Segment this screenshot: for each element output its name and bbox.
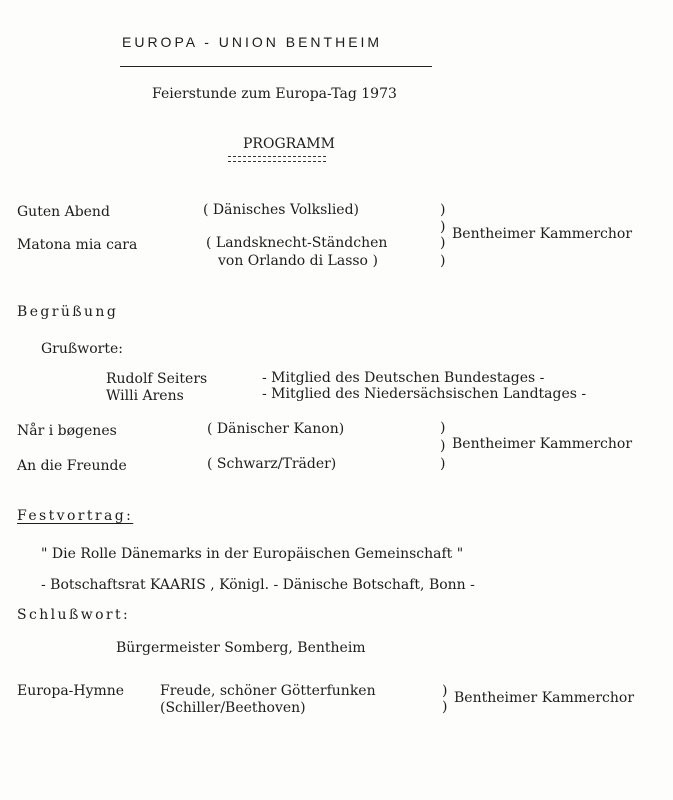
bracket: ) [440, 235, 446, 251]
bracket: ) [440, 420, 446, 436]
bracket: ) [440, 438, 446, 454]
speaker-role: - Mitglied des Deutschen Bundestages - [262, 370, 545, 386]
section-begruessung: Begrüßung [17, 304, 119, 320]
song-desc: ( Schwarz/Träder) [207, 456, 337, 472]
song-title: Europa-Hymne [17, 683, 125, 699]
bracket: ) [440, 219, 446, 235]
song-desc: Freude, schöner Götterfunken [160, 683, 376, 699]
song-title: Når i bøgenes [17, 423, 117, 439]
title-rule [120, 66, 432, 67]
program-heading: PROGRAMM [243, 136, 335, 152]
org-title: EUROPA - UNION BENTHEIM [122, 34, 383, 50]
choir-name: Bentheimer Kammerchor [452, 436, 633, 452]
song-desc: ( Landsknecht-Ständchen [206, 235, 388, 251]
lecture-topic: " Die Rolle Dänemarks in der Europäischen Gemeinschaft " [41, 546, 464, 562]
speaker-role: - Mitglied des Niedersächsischen Landtages - [262, 386, 587, 402]
bracket: ) [440, 202, 446, 218]
bracket: ) [440, 456, 446, 472]
choir-name: Bentheimer Kammerchor [454, 690, 635, 706]
grussworte-label: Grußworte: [41, 341, 123, 357]
speaker-name: Willi Arens [106, 388, 184, 404]
song-title: Matona mia cara [17, 237, 138, 253]
song-desc: ( Dänisches Volkslied) [203, 202, 360, 218]
bracket: ) [442, 683, 448, 699]
section-schlusswort: Schlußwort: [17, 607, 131, 623]
speaker-name: Rudolf Seiters [106, 371, 208, 387]
heading-double-rule [228, 156, 326, 162]
song-title: An die Freunde [17, 458, 127, 474]
closing-speaker: Bürgermeister Somberg, Bentheim [116, 640, 366, 656]
song-title: Guten Abend [17, 204, 110, 220]
event-subtitle: Feierstunde zum Europa-Tag 1973 [152, 86, 397, 102]
song-desc-cont: von Orlando di Lasso ) [218, 253, 378, 269]
song-desc-cont: (Schiller/Beethoven) [160, 700, 306, 716]
choir-name: Bentheimer Kammerchor [452, 226, 633, 242]
bracket: ) [442, 699, 448, 715]
bracket: ) [440, 253, 446, 269]
section-festvortrag: Festvortrag: [17, 508, 134, 524]
song-desc: ( Dänischer Kanon) [207, 421, 345, 437]
lecture-speaker: - Botschaftsrat KAARIS , Königl. - Dänische Botschaft, Bonn - [41, 577, 475, 593]
